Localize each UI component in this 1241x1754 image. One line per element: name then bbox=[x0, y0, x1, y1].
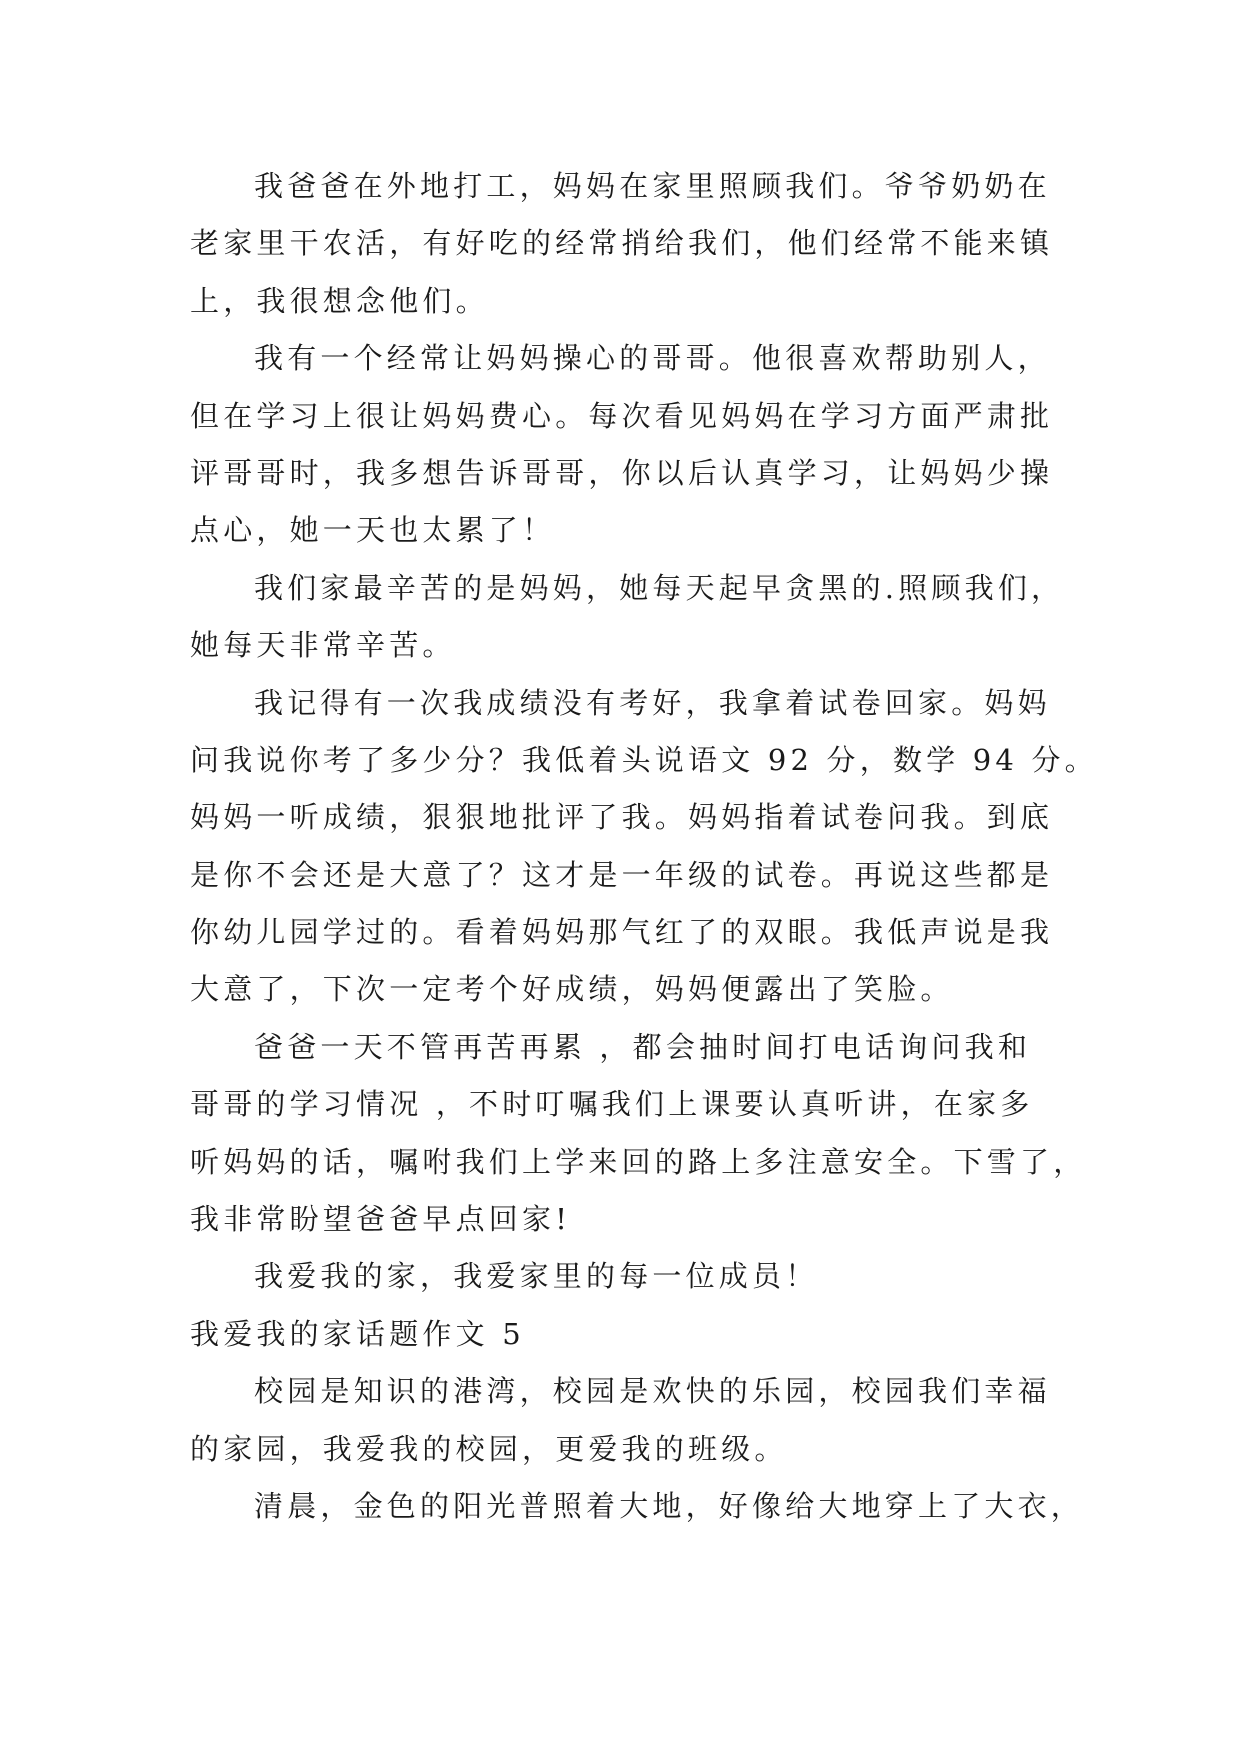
text-line: 我爸爸在外地打工，妈妈在家里照顾我们。爷爷奶奶在 bbox=[254, 169, 1051, 203]
text-line: 你幼儿园学过的。看着妈妈那气红了的双眼。我低声说是我 bbox=[190, 915, 1054, 950]
text-line: 校园是知识的港湾，校园是欢快的乐园，校园我们幸福 bbox=[254, 1374, 1051, 1409]
text-line: 妈妈一听成绩，狠狠地批评了我。妈妈指着试卷问我。到底 bbox=[190, 800, 1054, 835]
text-line: 哥哥的学习情况 ，不时叮嘱我们上课要认真听讲，在家多 bbox=[190, 1087, 1034, 1122]
text-line: 听妈妈的话，嘱咐我们上学来回的路上多注意安全。下雪了， bbox=[190, 1144, 1087, 1179]
text-line: 清晨，金色的阳光普照着大地，好像给大地穿上了大衣， bbox=[254, 1488, 1085, 1523]
text-line: 她每天非常辛苦。 bbox=[190, 628, 456, 663]
text-line: 上，我很想念他们。 bbox=[190, 283, 489, 318]
text-line: 老家里干农活，有好吃的经常捎给我们，他们经常不能来镇 bbox=[190, 226, 1054, 261]
text-line: 但在学习上很让妈妈费心。每次看见妈妈在学习方面严肃批 bbox=[190, 398, 1054, 433]
text-line: 问我说你考了多少分？我低着头说语文 92 分，数学 94 分。 bbox=[190, 742, 1098, 777]
text-line: 大意了，下次一定考个好成绩，妈妈便露出了笑脸。 bbox=[190, 972, 954, 1007]
document-body bbox=[190, 158, 1098, 1535]
text-line: 的家园，我爱我的校园，更爱我的班级。 bbox=[190, 1431, 788, 1466]
text-line: 我爱我的家，我爱家里的每一位成员！ bbox=[254, 1259, 819, 1294]
text-line: 我有一个经常让妈妈操心的哥哥。他很喜欢帮助别人， bbox=[254, 341, 1051, 376]
text-line: 爸爸一天不管再苦再累 ，都会抽时间打电话询问我和 bbox=[254, 1029, 1032, 1064]
text-line: 点心，她一天也太累了！ bbox=[190, 513, 556, 548]
section-heading: 我爱我的家话题作文 5 bbox=[190, 1316, 525, 1351]
text-line: 是你不会还是大意了？这才是一年级的试卷。再说这些都是 bbox=[190, 857, 1054, 892]
text-line: 评哥哥时，我多想告诉哥哥，你以后认真学习，让妈妈少操 bbox=[190, 455, 1054, 490]
text-line: 我记得有一次我成绩没有考好，我拿着试卷回家。妈妈 bbox=[254, 685, 1051, 720]
text-line: 我们家最辛苦的是妈妈，她每天起早贪黑的.照顾我们， bbox=[254, 570, 1065, 605]
text-line: 我非常盼望爸爸早点回家! bbox=[190, 1202, 572, 1237]
